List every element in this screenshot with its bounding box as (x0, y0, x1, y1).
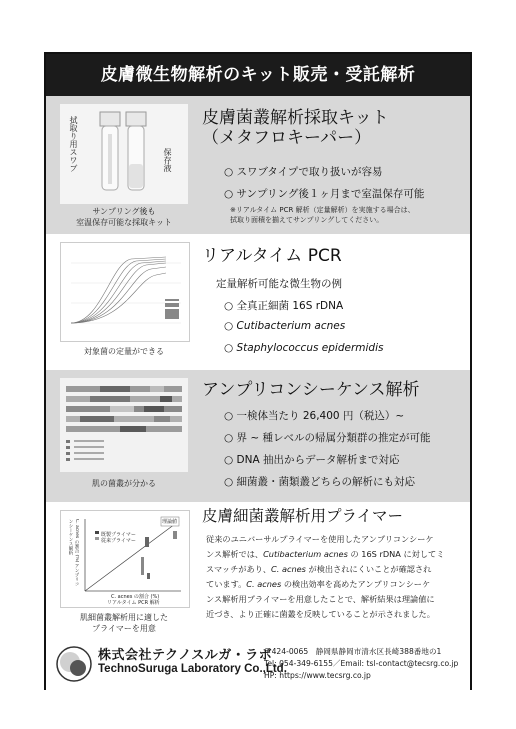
kit-section (46, 96, 470, 234)
pcr-caption: 対象菌の定量ができる (84, 347, 164, 356)
amplicon-item-2: ○ 界 ~ 種レベルの帰属分類群の推定が可能 (224, 432, 431, 444)
kit-caption-2: 室温保存可能な採取キット (76, 218, 172, 227)
chart-box-label: 理論値 (162, 519, 178, 525)
primer-paragraph: 従来のユニバーサルプライマーを使用したアンプリコンシーケ ンス解析では、Cutibacterium acnes の 16S rDNA に対してミ スマッチがあり、C. acnes が検出されにくいことが確認され ています。C. acnes の検出効率を高めたアンプリコンシーケ ンス解析用プライマーを用意したことで、解析結果は理論値に 近づき、より正確に菌叢を反映していることが示されました。 (206, 534, 445, 619)
primer-caption-1: 肌細菌叢解析用に適した (80, 613, 168, 622)
amplification-curves (61, 243, 187, 339)
pcr-item-2: ○ Cutibacterium acnes (224, 320, 346, 332)
pcr-curve-image (60, 242, 190, 342)
kit-note-2: 拭取り面積を揃えてサンプリングしてください。 (230, 216, 384, 224)
taxonomy-barplot-image (60, 378, 188, 472)
primer-caption-2: プライマーを用意 (92, 624, 156, 633)
kit-caption-1: サンプリング後も (92, 207, 156, 216)
pcr-subhead: 定量解析可能な微生物の例 (216, 278, 342, 290)
correlation-chart (61, 511, 187, 605)
organism-name: Cutibacterium acnes (236, 320, 346, 332)
company-address: 〒424-0065 静岡県静岡市清水区長崎388番地の1 (264, 647, 442, 656)
swab-label: 拭取り用スワブ (69, 116, 78, 172)
kit-item-2: ○ サンプリング後１ヶ月まで室温保存可能 (224, 188, 425, 200)
chart-ylabel: C. acnes の割合 (%) アンプリコンシーケンス解析 (68, 519, 79, 587)
kit-photo (60, 104, 188, 204)
primer-title: 皮膚細菌叢解析用プライマー (202, 507, 404, 525)
amplicon-caption: 肌の菌叢が分かる (92, 479, 156, 488)
pcr-section (46, 234, 470, 370)
chart-xlabel-1: C. acnes の割合 (%) (111, 594, 160, 600)
company-contact[interactable]: Tel: 054-349-6155／Email: tsl-contact@tecsrg.co.jp (264, 659, 459, 668)
chart-xlabel-2: リアルタイム PCR 解析 (107, 600, 160, 606)
primer-chart-image (60, 510, 190, 608)
company-website-link[interactable]: HP: https://www.tecsrg.co.jp (264, 671, 371, 680)
pcr-item-3: ○ Staphylococcus epidermidis (224, 342, 384, 354)
company-name-jp: 株式会社テクノスルガ・ラボ (98, 648, 273, 663)
primer-section (46, 502, 470, 638)
pcr-item-1: ○ 全真正細菌 16S rDNA (224, 300, 344, 312)
amplicon-item-4: ○ 細菌叢・菌類叢どちらの解析にも対応 (224, 476, 415, 488)
flyer-frame (44, 52, 472, 690)
company-footer (46, 638, 470, 690)
liquid-label: 保存液 (163, 148, 172, 172)
amplicon-section (46, 370, 470, 502)
amplicon-item-3: ○ DNA 抽出からデータ解析まで対応 (224, 454, 400, 466)
kit-note-1: ※リアルタイム PCR 解析（定量解析）を実施する場合は、 (230, 206, 415, 214)
company-name-en: TechnoSuruga Laboratory Co.,Ltd. (98, 663, 287, 675)
organism-name: Staphylococcus epidermidis (236, 342, 384, 354)
chart-legend-2: 従来プライマー (101, 538, 136, 544)
kit-item-1: ○ スワブタイプで取り扱いが容易 (224, 166, 383, 178)
chart-legend-1: 既製プライマー (101, 532, 136, 538)
kit-title-2: （メタフロキーパー） (202, 128, 372, 148)
pcr-title: リアルタイム PCR (202, 246, 342, 266)
amplicon-item-1: ○ 一検体当たり 26,400 円（税込）~ (224, 410, 405, 422)
banner-title: 皮膚微生物解析のキット販売・受託解析 (46, 54, 470, 96)
kit-title-1: 皮膚菌叢解析採取キット (202, 108, 389, 128)
company-logo-icon (56, 646, 92, 682)
amplicon-title: アンプリコンシーケンス解析 (202, 380, 420, 400)
stacked-bars (60, 378, 188, 472)
